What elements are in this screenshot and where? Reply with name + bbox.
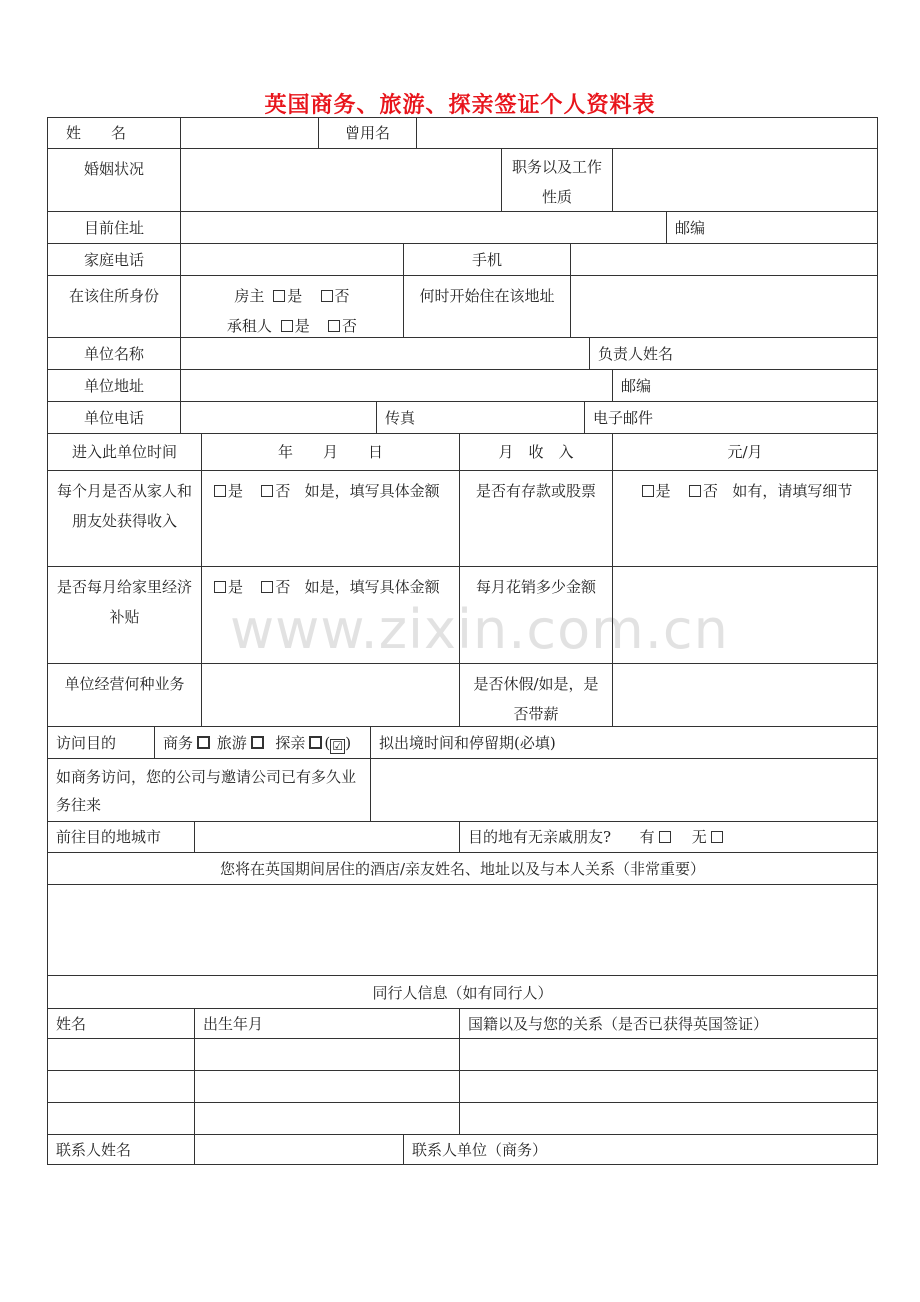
label-income: 月 收 入 — [459, 433, 613, 471]
label-exit-plan: 拟出境时间和停留期(必填) — [370, 726, 878, 759]
label-comp-dob: 出生年月 — [194, 1008, 460, 1039]
allowance-no-label: 否 — [275, 578, 291, 596]
owner-label: 房主 — [234, 287, 265, 305]
field-marital[interactable] — [180, 148, 502, 212]
comp-1-dob[interactable] — [194, 1038, 460, 1071]
relatives-options — [459, 821, 878, 853]
label-contact-unit: 联系人单位（商务） — [403, 1134, 878, 1165]
label-comp-nat: 国籍以及与您的关系（是否已获得英国签证） — [459, 1008, 878, 1039]
field-mobile[interactable] — [570, 243, 878, 276]
form-title: 英国商务、旅游、探亲签证个人资料表 — [264, 92, 656, 118]
label-business: 单位经营何种业务 — [47, 663, 202, 727]
purpose-visit-checkbox[interactable] — [309, 736, 322, 749]
label-companions: 同行人信息（如有同行人） — [47, 975, 878, 1009]
savings-options — [612, 470, 878, 567]
relatives-none-checkbox[interactable] — [711, 831, 723, 843]
label-since: 何时开始住在该地址 — [403, 275, 571, 338]
allowance-yes-checkbox[interactable] — [214, 581, 226, 593]
label-postcode: 邮编 — [666, 211, 878, 244]
label-allowance: 是否每月给家里经济补贴 — [47, 566, 202, 664]
comp-1-name[interactable] — [47, 1038, 195, 1071]
comp-3-name[interactable] — [47, 1102, 195, 1135]
field-business[interactable] — [201, 663, 460, 727]
label-comp-name: 姓名 — [47, 1008, 195, 1039]
label-savings: 是否有存款或股票 — [459, 470, 613, 567]
field-dest-city[interactable] — [194, 821, 460, 853]
label-name: 姓 名 — [47, 117, 181, 149]
savings-yes-checkbox[interactable] — [642, 485, 654, 497]
comp-2-dob[interactable] — [194, 1070, 460, 1103]
owner-yes-checkbox[interactable] — [273, 290, 285, 302]
tenant-no-checkbox[interactable] — [328, 320, 340, 332]
field-job[interactable] — [612, 148, 878, 212]
relatives-have-label: 有 — [639, 828, 655, 846]
purpose-biz-label: 商务 — [163, 734, 194, 752]
savings-yes-label: 是 — [655, 482, 671, 500]
family-income-options — [201, 470, 460, 567]
savings-no-label: 否 — [702, 482, 718, 500]
owner-row — [189, 281, 395, 311]
allowance-hint: 如是，填写具体金额 — [304, 578, 440, 596]
label-family-income: 每个月是否从家人和朋友处获得收入 — [47, 470, 202, 567]
label-join-date: 进入此单位时间 — [47, 433, 202, 471]
label-mobile: 手机 — [403, 243, 571, 276]
label-contact-name: 联系人姓名 — [47, 1134, 195, 1165]
label-residence-status: 在该住所身份 — [47, 275, 181, 338]
residence-options — [180, 275, 404, 338]
family-income-no-label: 否 — [275, 482, 291, 500]
label-purpose: 访问目的 — [47, 726, 155, 759]
label-employer-address: 单位地址 — [47, 369, 181, 402]
label-address: 目前住址 — [47, 211, 181, 244]
relatives-label: 目的地有无亲戚朋友? — [468, 828, 612, 846]
label-biz-relation: 如商务访问，您的公司与邀请公司已有多久业务往来 — [47, 758, 371, 822]
relatives-have-checkbox[interactable] — [659, 831, 671, 843]
savings-hint: 如有，请填写细节 — [732, 482, 853, 500]
field-income[interactable]: 元/月 — [612, 433, 878, 471]
label-job: 职务以及工作性质 — [501, 148, 613, 212]
label-spend: 每月花销多少金额 — [459, 566, 613, 664]
field-home-phone[interactable] — [180, 243, 404, 276]
field-since[interactable] — [570, 275, 878, 338]
field-employer[interactable] — [180, 337, 590, 370]
tenant-yes-label: 是 — [294, 317, 310, 335]
comp-2-nat[interactable] — [459, 1070, 878, 1103]
label-fax: 传真 — [376, 401, 585, 434]
field-employer-phone[interactable] — [180, 401, 377, 434]
label-former-name: 曾用名 — [318, 117, 417, 149]
family-income-hint: 如是，填写具体金额 — [304, 482, 440, 500]
field-biz-relation[interactable] — [370, 758, 878, 822]
family-income-no-checkbox[interactable] — [261, 485, 273, 497]
field-former-name[interactable] — [416, 117, 878, 149]
comp-3-nat[interactable] — [459, 1102, 878, 1135]
tenant-label: 承租人 — [226, 317, 272, 335]
purpose-tour-checkbox[interactable] — [251, 736, 264, 749]
comp-1-nat[interactable] — [459, 1038, 878, 1071]
purpose-tour-label: 旅游 — [216, 734, 247, 752]
comp-2-name[interactable] — [47, 1070, 195, 1103]
label-stay-info: 您将在英国期间居住的酒店/亲友姓名、地址以及与本人关系（非常重要） — [47, 852, 878, 885]
allowance-no-checkbox[interactable] — [261, 581, 273, 593]
owner-no-checkbox[interactable] — [321, 290, 333, 302]
label-email: 电子邮件 — [584, 401, 878, 434]
comp-3-dob[interactable] — [194, 1102, 460, 1135]
allowance-yes-label: 是 — [228, 578, 244, 596]
family-income-yes-checkbox[interactable] — [214, 485, 226, 497]
purpose-visit-checked-icon[interactable]: ☑ — [330, 739, 345, 754]
tenant-row — [189, 311, 395, 338]
field-contact-name[interactable] — [194, 1134, 404, 1165]
field-spend[interactable] — [612, 566, 878, 664]
relatives-none-label: 无 — [691, 828, 707, 846]
label-dest-city: 前往目的地城市 — [47, 821, 195, 853]
tenant-no-label: 否 — [342, 317, 358, 335]
field-stay-info[interactable] — [47, 884, 878, 976]
purpose-options: 商务 旅游 探亲 ( ☑ ) — [154, 726, 371, 759]
family-income-yes-label: 是 — [228, 482, 244, 500]
field-name[interactable] — [180, 117, 319, 149]
label-employer-phone: 单位电话 — [47, 401, 181, 434]
field-leave[interactable] — [612, 663, 878, 727]
field-address[interactable] — [180, 211, 667, 244]
purpose-biz-checkbox[interactable] — [197, 736, 210, 749]
purpose-visit-label: 探亲 — [275, 734, 306, 752]
label-manager: 负责人姓名 — [589, 337, 878, 370]
label-leave: 是否休假/如是，是否带薪 — [459, 663, 613, 727]
label-employer: 单位名称 — [47, 337, 181, 370]
watermark: www.zixin.com.cn — [230, 598, 729, 661]
tenant-yes-checkbox[interactable] — [281, 320, 293, 332]
label-marital: 婚姻状况 — [47, 148, 181, 212]
owner-no-label: 否 — [334, 287, 350, 305]
label-home-phone: 家庭电话 — [47, 243, 181, 276]
field-employer-address[interactable] — [180, 369, 613, 402]
field-join-date[interactable]: 年 月 日 — [201, 433, 460, 471]
savings-no-checkbox[interactable] — [689, 485, 701, 497]
label-employer-postcode: 邮编 — [612, 369, 878, 402]
owner-yes-label: 是 — [287, 287, 303, 305]
allowance-options — [201, 566, 460, 664]
